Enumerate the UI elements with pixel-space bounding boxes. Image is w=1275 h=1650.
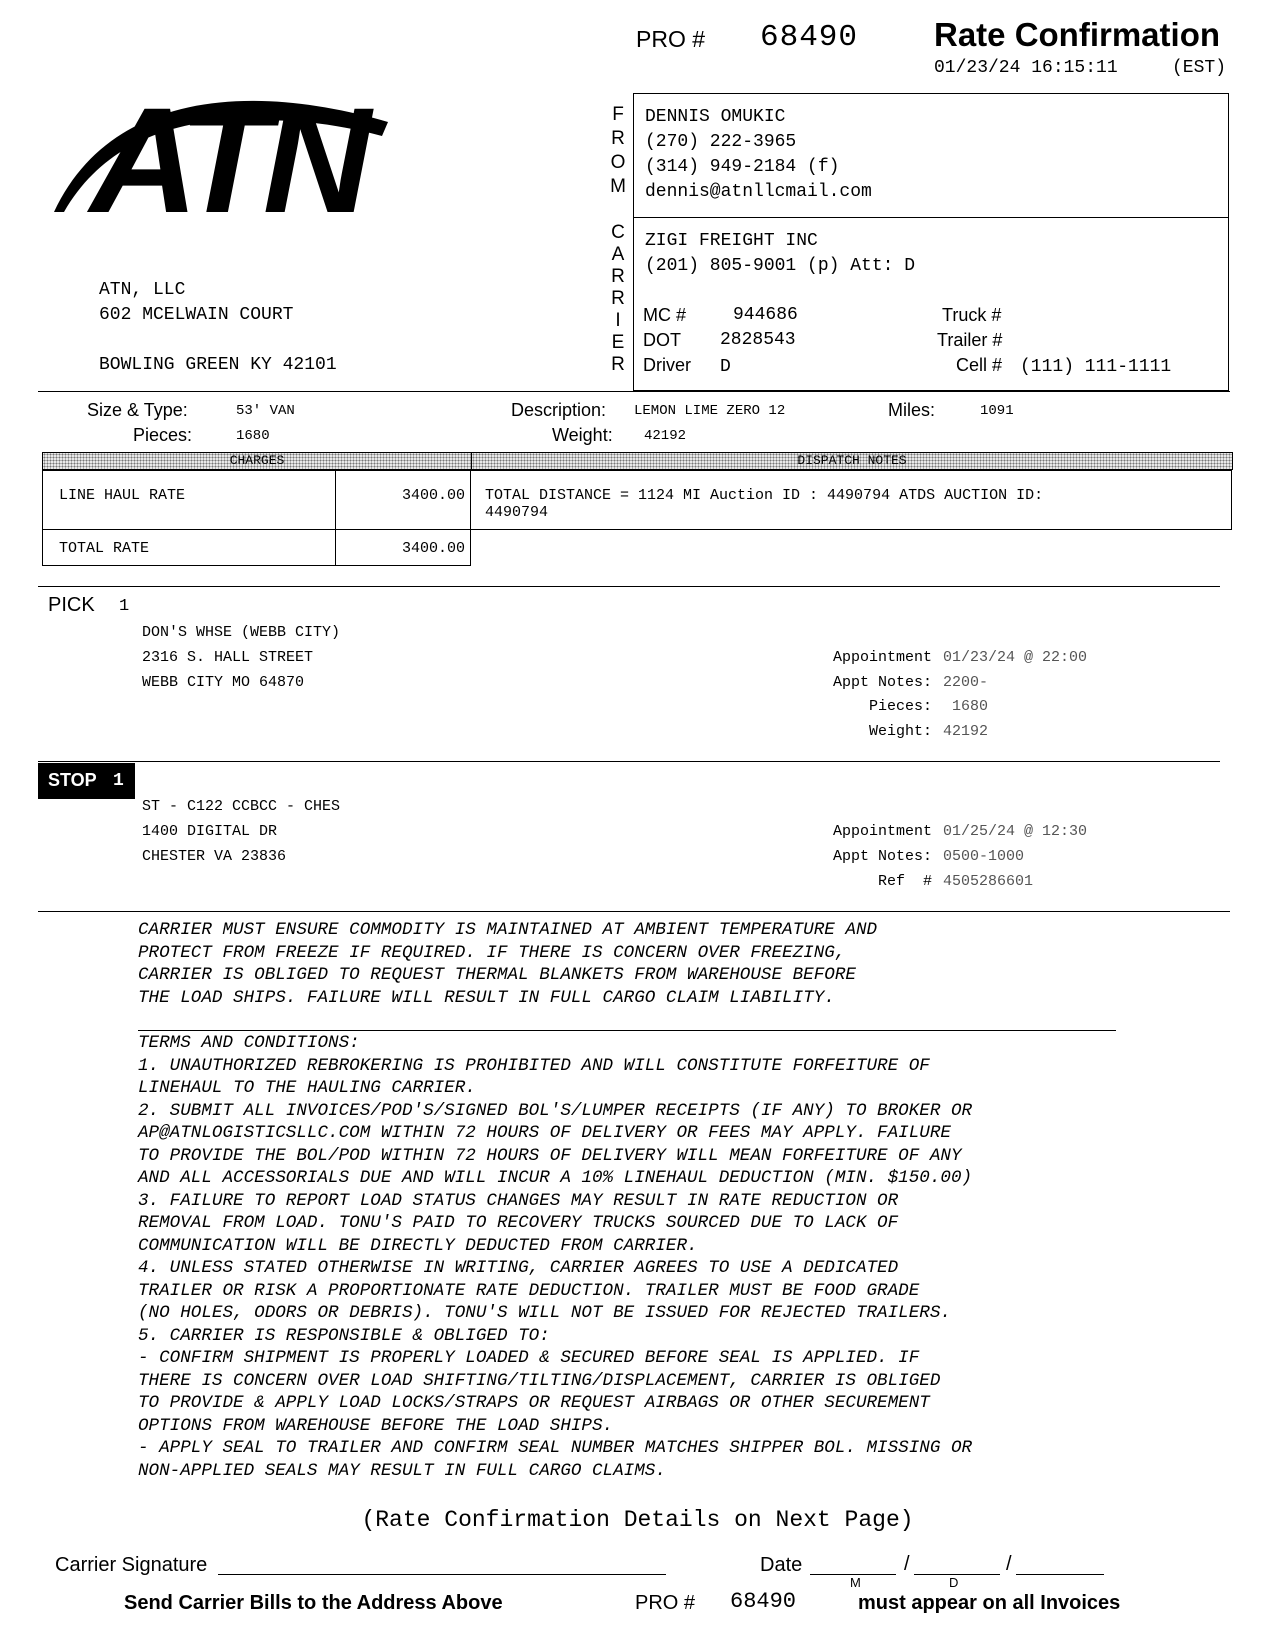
carrier-signature-label: Carrier Signature <box>55 1554 208 1576</box>
mc-label: MC # <box>643 305 687 325</box>
stop-address: 1400 DIGITAL DR <box>142 823 278 840</box>
date-separator: / <box>904 1553 910 1575</box>
carrier-label-letter: C <box>611 222 625 243</box>
terms-line: AP@ATNLOGISTICSLLC.COM WITHIN 72 HOURS OF DELIVERY OR FEES MAY APPLY. FAILURE <box>138 1123 951 1143</box>
dispatch-notes-line: TOTAL DISTANCE = 1124 MI Auction ID : 4490794 ATDS AUCTION ID: <box>485 487 1044 504</box>
terms-line: AND ALL ACCESSORIALS DUE AND WILL INCUR A 10% LINEHAUL DEDUCTION (MIN. $150.00) <box>138 1168 973 1188</box>
carrier-label-letter: A <box>611 244 625 265</box>
charge-label: LINE HAUL RATE <box>59 487 186 504</box>
pick-appt-notes-label: Appt Notes: <box>832 674 932 691</box>
terms-line: THERE IS CONCERN OVER LOAD SHIFTING/TILTING/DISPLACEMENT, CARRIER IS OBLIGED <box>138 1370 941 1391</box>
notice-line: PROTECT FROM FREEZE IF REQUIRED. IF THERE IS CONCERN OVER FREEZING, <box>138 942 846 963</box>
company-address: 602 MCELWAIN COURT <box>99 305 294 325</box>
pick-label: PICK <box>48 594 95 616</box>
date-label: Date <box>760 1554 803 1576</box>
pick-appt-notes-value: 2200- <box>943 674 989 691</box>
doc-timezone: (EST) <box>1172 58 1227 78</box>
weight-label: Weight: <box>552 425 613 445</box>
company-name: ATN, LLC <box>99 280 186 300</box>
footer-pro-label: PRO # <box>635 1592 696 1614</box>
pro-label: PRO # <box>636 26 706 52</box>
terms-line: 5. CARRIER IS RESPONSIBLE & OBLIGED TO: <box>138 1325 550 1346</box>
terms-line: 2. SUBMIT ALL INVOICES/POD'S/SIGNED BOL'S/LUMPER RECEIPTS (IF ANY) TO BROKER OR <box>138 1100 973 1121</box>
terms-line: - CONFIRM SHIPMENT IS PROPERLY LOADED & SECURED BEFORE SEAL IS APPLIED. IF <box>138 1348 920 1368</box>
charges-header: CHARGES <box>42 452 472 470</box>
pick-appointment-value: 01/23/24 @ 22:00 <box>943 649 1088 666</box>
terms-divider <box>138 1030 1116 1031</box>
dispatch-notes-header: DISPATCH NOTES <box>471 452 1233 470</box>
cell-value: (111) 111-1111 <box>1020 357 1172 377</box>
pick-name: DON'S WHSE (WEBB CITY) <box>142 624 341 641</box>
carrier-phone: (201) 805-9001 (p) Att: D <box>645 256 916 276</box>
pick-pieces-label: Pieces: <box>868 698 932 715</box>
date-separator: / <box>1006 1553 1012 1575</box>
carrier-label-letter: R <box>611 266 625 287</box>
carrier-name: ZIGI FREIGHT INC <box>645 231 818 251</box>
truck-label: Truck # <box>942 305 1002 325</box>
cell-label: Cell # <box>956 355 1003 375</box>
stop-ref-value: 4505286601 <box>943 873 1034 890</box>
pick-city: WEBB CITY MO 64870 <box>142 674 305 691</box>
doc-timestamp: 01/23/24 16:15:11 <box>934 58 1118 78</box>
carrier-label-letter: E <box>611 332 625 353</box>
footer-pro-number: 68490 <box>730 1589 797 1614</box>
from-label-letter: O <box>610 152 626 173</box>
terms-line: LINEHAUL TO THE HAULING CARRIER. <box>138 1078 476 1098</box>
company-city-state-zip: BOWLING GREEN KY 42101 <box>99 355 337 375</box>
charge-total-amount: 3400.00 <box>401 540 465 557</box>
weight-value: 42192 <box>644 428 687 444</box>
pieces-label: Pieces: <box>133 425 193 445</box>
terms-line: 3. FAILURE TO REPORT LOAD STATUS CHANGES MAY RESULT IN RATE REDUCTION OR <box>138 1190 899 1211</box>
section-divider <box>38 761 1220 762</box>
pro-number: 68490 <box>760 20 859 55</box>
stop-city: CHESTER VA 23836 <box>142 848 287 865</box>
from-label-letter: M <box>610 176 626 197</box>
from-carrier-divider <box>633 217 1229 218</box>
terms-line: (NO HOLES, ODORS OR DEBRIS). TONU'S WILL NOT BE ISSUED FOR REJECTED TRAILERS. <box>138 1303 951 1323</box>
section-divider <box>38 911 1230 912</box>
doc-title: Rate Confirmation <box>934 16 1221 53</box>
driver-value: D <box>720 357 731 377</box>
date-year-line[interactable] <box>1016 1574 1104 1575</box>
section-divider <box>38 391 1230 392</box>
terms-line: REMOVAL FROM LOAD. TONU'S PAID TO RECOVERY TRUCKS SOURCED DUE TO LACK OF <box>138 1213 899 1233</box>
pieces-value: 1680 <box>236 428 270 444</box>
description-label: Description: <box>511 400 607 420</box>
pick-weight-value: 42192 <box>943 723 989 740</box>
from-phone: (270) 222-3965 <box>645 132 797 152</box>
carrier-label-letter: R <box>611 288 625 309</box>
invoice-note: must appear on all Invoices <box>858 1592 1121 1614</box>
size-type-label: Size & Type: <box>87 400 188 420</box>
atn-logo-text: ATN <box>90 76 364 222</box>
notice-line: CARRIER MUST ENSURE COMMODITY IS MAINTAINED AT AMBIENT TEMPERATURE AND <box>138 920 878 940</box>
carrier-label-letter: R <box>611 354 625 375</box>
carrier-signature-line[interactable] <box>218 1574 666 1575</box>
terms-line: 1. UNAUTHORIZED REBROKERING IS PROHIBITED AND WILL CONSTITUTE FORFEITURE OF <box>138 1055 930 1076</box>
miles-label: Miles: <box>888 400 936 420</box>
stop-appointment-value: 01/25/24 @ 12:30 <box>943 823 1088 840</box>
stop-appointment-label: Appointment <box>832 823 932 840</box>
stop-number: 1 <box>113 771 124 791</box>
notice-line: THE LOAD SHIPS. FAILURE WILL RESULT IN FULL CARGO CLAIM LIABILITY. <box>138 987 835 1008</box>
miles-value: 1091 <box>980 403 1014 419</box>
terms-line: OPTIONS FROM WAREHOUSE BEFORE THE LOAD SHIPS. <box>138 1415 614 1436</box>
terms-line: NON-APPLIED SEALS MAY RESULT IN FULL CARGO CLAIMS. <box>138 1460 666 1481</box>
dot-value: 2828543 <box>720 330 796 350</box>
terms-line: 4. UNLESS STATED OTHERWISE IN WRITING, CARRIER AGREES TO USE A DEDICATED <box>138 1258 899 1278</box>
terms-line: TERMS AND CONDITIONS: <box>138 1033 360 1053</box>
from-fax: (314) 949-2184 (f) <box>645 157 840 177</box>
pick-appointment-label: Appointment <box>832 649 932 666</box>
stop-appt-notes-label: Appt Notes: <box>832 848 932 865</box>
size-type-value: 53' VAN <box>236 403 295 419</box>
charge-total-label: TOTAL RATE <box>59 540 150 557</box>
date-day-hint: D <box>949 1575 959 1590</box>
from-label-letter: F <box>612 104 624 125</box>
section-divider <box>38 586 1220 587</box>
stop-ref-label: Ref # <box>877 873 932 890</box>
pick-weight-label: Weight: <box>868 723 932 740</box>
driver-label: Driver <box>643 355 691 375</box>
stop-label: STOP <box>48 770 97 790</box>
pick-address: 2316 S. HALL STREET <box>142 649 314 666</box>
charge-amount: 3400.00 <box>401 487 465 504</box>
notice-line: CARRIER IS OBLIGED TO REQUEST THERMAL BLANKETS FROM WAREHOUSE BEFORE <box>138 965 856 985</box>
next-page-note: (Rate Confirmation Details on Next Page) <box>361 1507 914 1533</box>
date-month-hint: M <box>850 1575 861 1590</box>
pick-number: 1 <box>119 597 130 616</box>
from-name: DENNIS OMUKIC <box>645 107 786 127</box>
from-email[interactable]: dennis@atnllcmail.com <box>645 182 872 202</box>
terms-line: TRAILER OR RISK A PROPORTIONATE RATE DEDUCTION. TRAILER MUST BE FOOD GRADE <box>138 1280 920 1301</box>
trailer-label: Trailer # <box>937 330 1003 350</box>
stop-appt-notes-value: 0500-1000 <box>943 848 1025 865</box>
atn-logo-graphic <box>50 62 390 222</box>
pick-pieces-value: 1680 <box>952 698 989 715</box>
atn-logo <box>50 62 390 222</box>
send-bills-note: Send Carrier Bills to the Address Above <box>124 1592 503 1614</box>
dot-label: DOT <box>643 330 681 350</box>
carrier-label-letter: I <box>615 310 621 331</box>
from-label-letter: R <box>611 128 625 149</box>
stop-name: ST - C122 CCBCC - CHES <box>142 798 341 815</box>
dispatch-notes-line: 4490794 <box>485 504 549 521</box>
terms-line: TO PROVIDE THE BOL/POD WITHIN 72 HOURS OF DELIVERY WILL MEAN FORFEITURE OF ANY <box>138 1145 962 1166</box>
mc-value: 944686 <box>733 305 798 325</box>
terms-line: TO PROVIDE & APPLY LOAD LOCKS/STRAPS OR REQUEST AIRBAGS OR OTHER SECUREMENT <box>138 1393 930 1413</box>
description-value: LEMON LIME ZERO 12 <box>634 403 786 419</box>
terms-line: COMMUNICATION WILL BE DIRECTLY DEDUCTED FROM CARRIER. <box>138 1235 698 1256</box>
terms-line: - APPLY SEAL TO TRAILER AND CONFIRM SEAL NUMBER MATCHES SHIPPER BOL. MISSING OR <box>138 1438 973 1458</box>
